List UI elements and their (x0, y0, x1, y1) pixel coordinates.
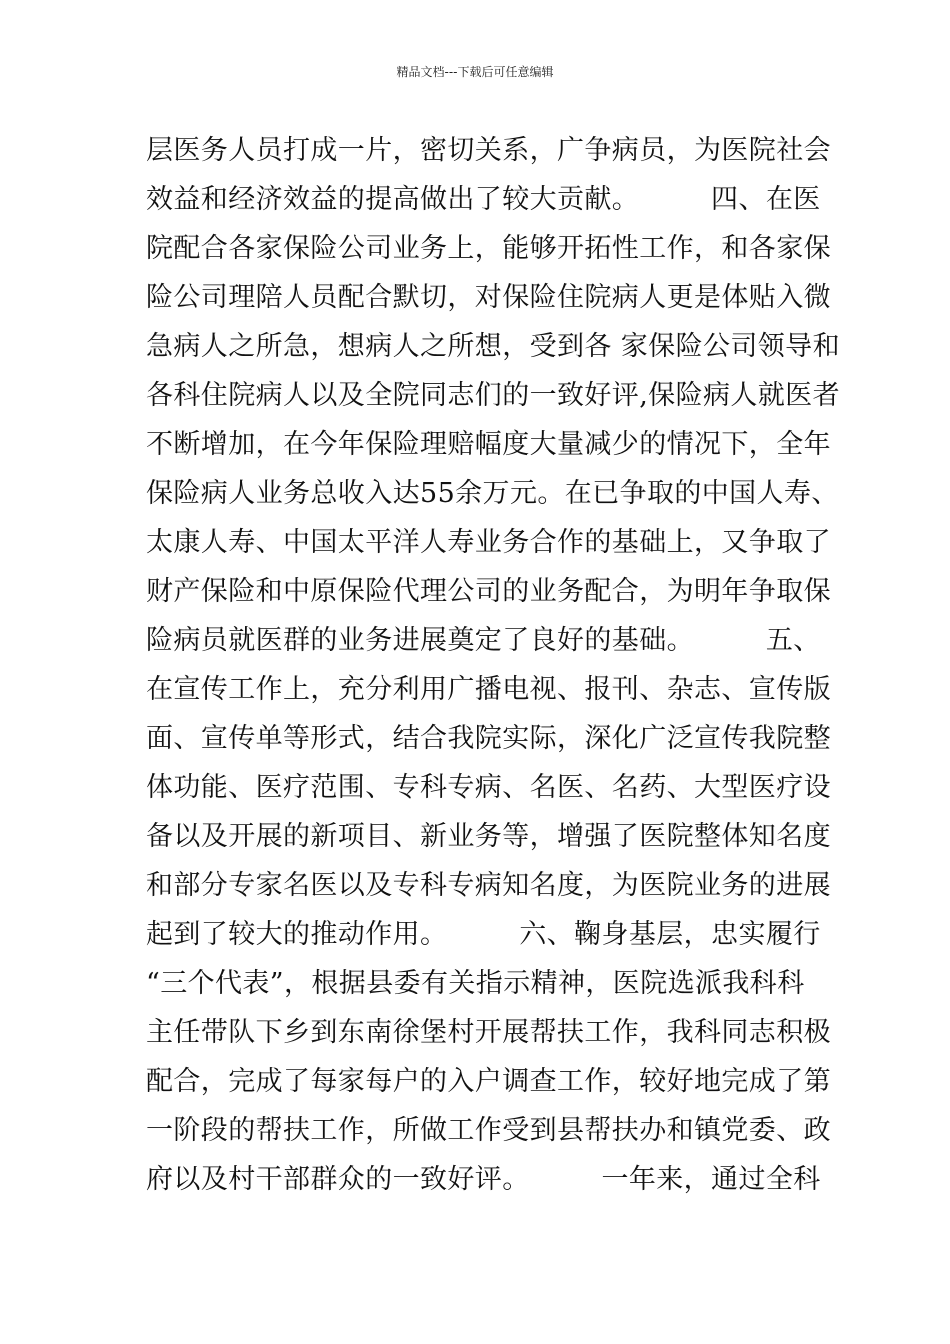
text-line: 急病人之所急，想病人之所想，受到各 家保险公司领导和 (146, 331, 840, 362)
text-line: 险公司理陪人员配合默切，对保险住院病人更是体贴入微 (146, 282, 831, 313)
page-header: 精品文档---下载后可任意编辑 (396, 65, 554, 79)
text-line: 效益和经济效益的提高做出了较大贡献。 四、在医 (146, 184, 821, 215)
text-line: 院配合各家保险公司业务上，能够开拓性工作，和各家保 (146, 233, 831, 264)
text-line: 在宣传工作上，充分利用广播电视、报刊、杂志、宣传版 (146, 674, 831, 705)
text-line: 一阶段的帮扶工作，所做工作受到县帮扶办和镇党委、政 (146, 1115, 831, 1146)
text-line: 面、宣传单等形式，结合我院实际，深化广泛宣传我院整 (146, 723, 831, 754)
text-line: 配合，完成了每家每户的入户调查工作，较好地完成了第 (146, 1066, 831, 1097)
text-line: 保险病人业务总收入达55余万元。在已争取的中国人寿、 (146, 478, 839, 509)
text-line: 险病员就医群的业务进展奠定了良好的基础。 五、 (146, 625, 821, 656)
text-line: 层医务人员打成一片，密切关系，广争病员，为医院社会 (146, 135, 831, 166)
text-line: 和部分专家名医以及专科专病知名度，为医院业务的进展 (146, 870, 831, 901)
text-line: 各科住院病人以及全院同志们的一致好评,保险病人就医者 (146, 380, 840, 411)
text-line: 太康人寿、中国太平洋人寿业务合作的基础上，又争取了 (146, 527, 831, 558)
text-line: “三个代表”，根据县委有关指示精神，医院选派我科科 (146, 968, 805, 999)
text-line: 财产保险和中原保险代理公司的业务配合，为明年争取保 (146, 576, 831, 607)
text-line: 起到了较大的推动作用。 六、鞠身基层，忠实履行 (146, 919, 821, 950)
text-line: 主任带队下乡到东南徐堡村开展帮扶工作，我科同志积极 (146, 1017, 831, 1048)
text-line: 府以及村干部群众的一致好评。 一年来，通过全科 (146, 1164, 821, 1195)
body-text (146, 126, 840, 1204)
text-line: 体功能、医疗范围、专科专病、名医、名药、大型医疗设 (146, 772, 831, 803)
text-line: 备以及开展的新项目、新业务等，增强了医院整体知名度 (146, 821, 831, 852)
text-line: 不断增加，在今年保险理赔幅度大量减少的情况下，全年 (146, 429, 831, 460)
